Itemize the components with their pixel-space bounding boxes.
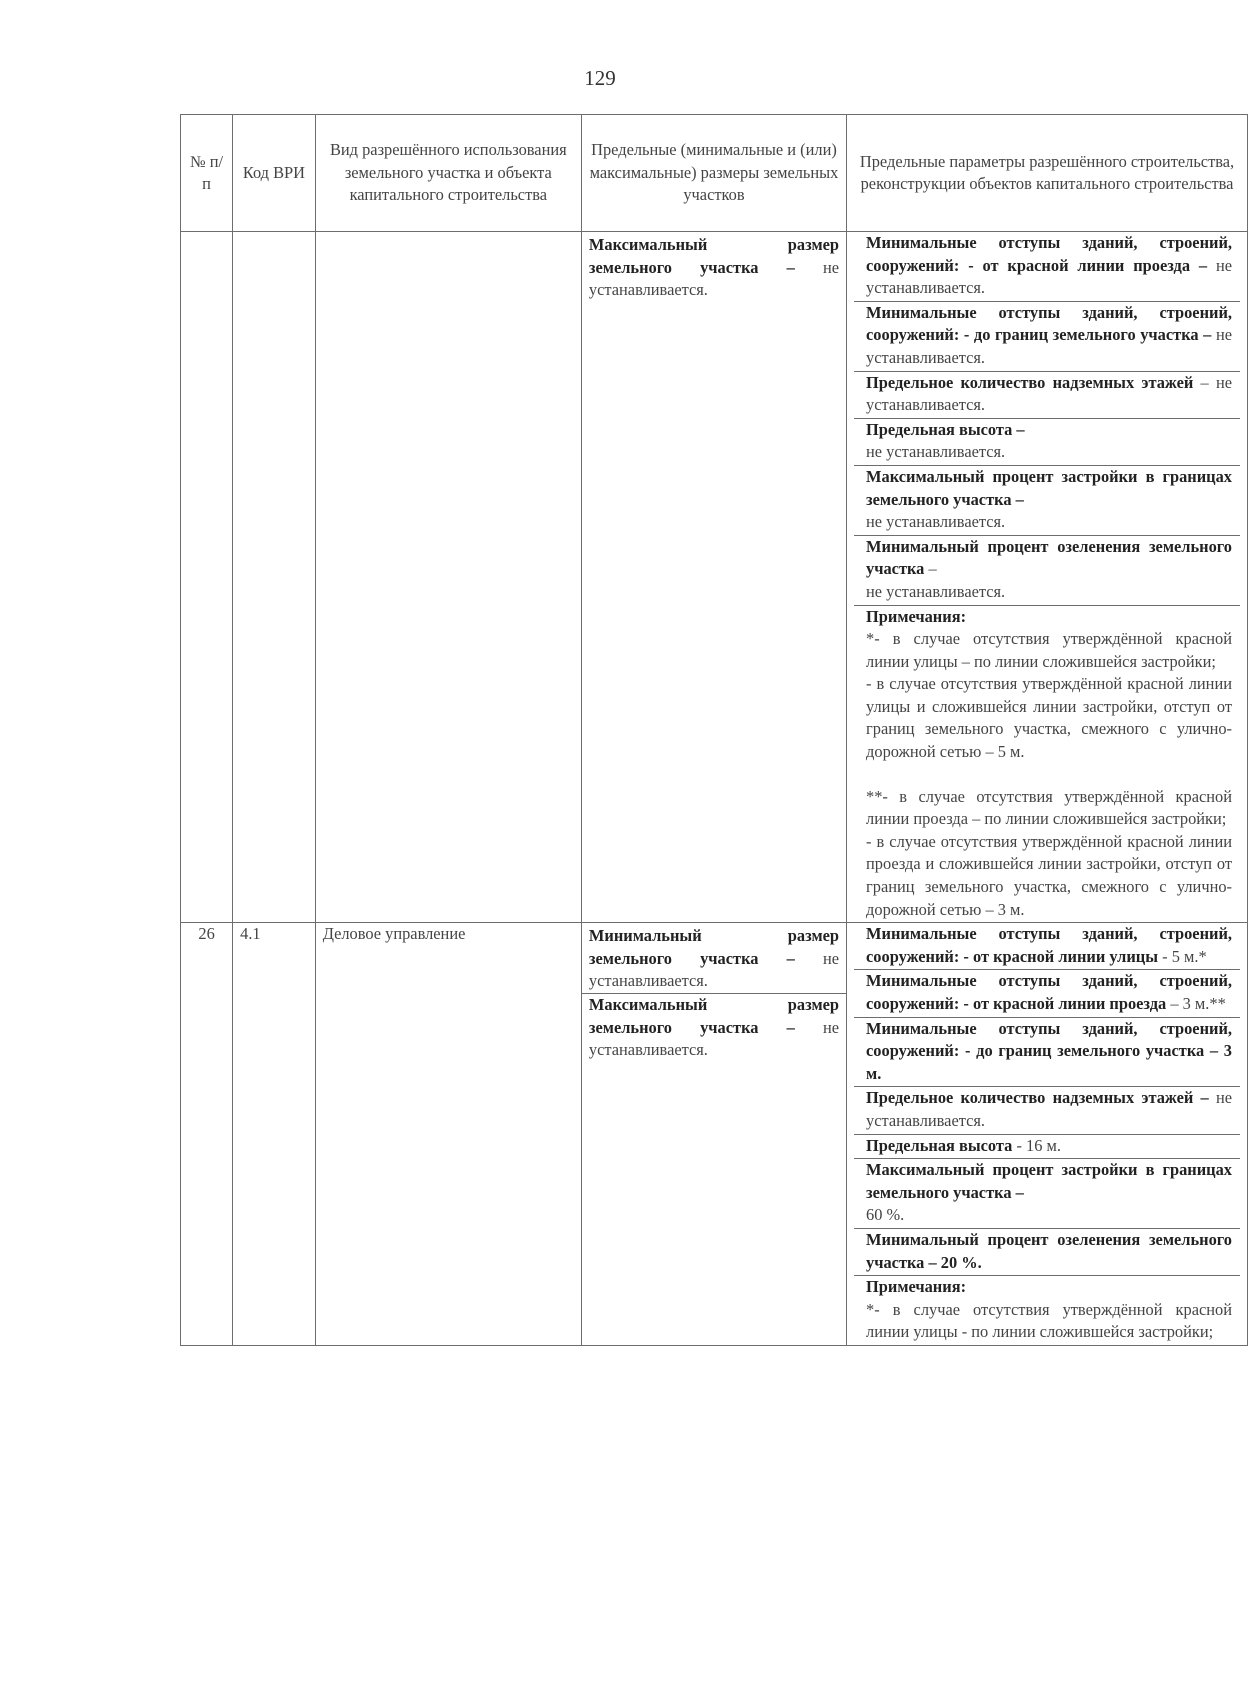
note-item: - в случае отсутствия утверждённой красной линии проезда и сложившейся линии застройки, отступ от границ земельного участка, смежного с улично-дорожной сетью – 3 м. (866, 831, 1232, 919)
param-offset-driveway (854, 232, 1240, 301)
note-item: - в случае отсутствия утверждённой красной линии улицы и сложившейся линии застройки, отступ от границ земельного участка, смежного с улично-дорожной сетью – 5 м. (866, 674, 1232, 762)
param-height (854, 1134, 1240, 1159)
param-value: не устанавливается. (866, 581, 1006, 601)
table-row-continued (181, 232, 1248, 923)
param-offset-boundary (854, 1017, 1240, 1087)
table-row-26 (181, 923, 1248, 1346)
param-value: - 16 м. (1016, 1135, 1061, 1155)
param-value: не устанавливается. (866, 325, 1232, 367)
param-max-coverage (854, 465, 1240, 535)
param-floors (854, 1086, 1240, 1133)
size-max-label: Максимальный размер земельного участка – (588, 995, 840, 1037)
param-label: Минимальный процент озеленения земельного участка (866, 536, 1232, 579)
param-line: - от красной линии улицы (963, 946, 1159, 966)
note-item: **- в случае отсутствия утверждённой красной линии проезда – по линии сложившейся застройки; (866, 786, 1232, 829)
param-label: Максимальный процент застройки в границах земельного участка – (866, 1160, 1232, 1202)
notes-title: Примечания: (866, 1277, 967, 1297)
param-value: - 5 м.* (1162, 946, 1207, 966)
size-max-value: не устанавливается. (588, 257, 840, 300)
param-floors (854, 371, 1240, 418)
param-label: Минимальные отступы зданий, строений, сооружений: (866, 971, 1232, 1013)
cell-num-empty (181, 232, 233, 923)
param-label: Минимальный процент озеленения земельного участка – 20 %. (866, 1229, 1232, 1272)
param-line: - от красной линии проезда (963, 994, 1167, 1013)
cell-params (847, 923, 1248, 1346)
header-num: № п/п (181, 115, 233, 232)
header-params: Предельные параметры разрешённого строительства, реконструкции объектов капитального строительства (847, 115, 1248, 232)
param-offset-street (854, 923, 1240, 969)
param-notes (854, 1275, 1240, 1345)
table-header-row (181, 115, 1248, 232)
param-line: - от красной линии проезда – (968, 255, 1208, 275)
header-code: Код ВРИ (233, 115, 316, 232)
note-item: *- в случае отсутствия утверждённой красной линии улицы – по линии сложившейся застройки; (866, 629, 1232, 671)
page-number: 129 (584, 66, 616, 90)
param-label: Минимальные отступы зданий, строений, сооружений: (866, 1018, 1232, 1061)
param-height (854, 418, 1240, 465)
cell-size (581, 923, 846, 1346)
param-value: 60 %. (866, 1205, 905, 1225)
param-line: - до границ земельного участка – (963, 325, 1212, 345)
param-value: не устанавливается. (866, 255, 1232, 298)
regulations-table (180, 114, 1248, 1346)
header-size: Предельные (минимальные и (или) максимальные) размеры земельных участков (581, 115, 846, 232)
param-min-greening (854, 1228, 1240, 1275)
size-min (589, 923, 839, 993)
note-item: *- в случае отсутствия утверждённой красной линии улицы - по линии сложившейся застройки; (866, 1299, 1232, 1342)
notes-title: Примечания: (866, 606, 967, 626)
param-label: Минимальные отступы зданий, строений, сооружений: (866, 924, 1232, 966)
param-line: - до границ земельного участка – 3 м. (866, 1041, 1232, 1083)
cell-code-empty (233, 232, 316, 923)
param-value: не устанавливается. (866, 512, 1006, 532)
size-max-value: не устанавливается. (588, 1017, 840, 1060)
size-min-value: не устанавливается. (588, 948, 840, 991)
cell-size-continued (581, 232, 846, 923)
param-label: Предельное количество надземных этажей (866, 372, 1194, 392)
param-max-coverage (854, 1158, 1240, 1228)
header-vri: Вид разрешённого использования земельного участка и объекта капитального строительства (315, 115, 581, 232)
param-value: – не устанавливается. (866, 372, 1232, 415)
param-label: Минимальные отступы зданий, строений, сооружений: (866, 233, 1232, 275)
param-value: не устанавливается. (866, 1088, 1232, 1130)
param-offset-boundary (854, 301, 1240, 371)
size-max (589, 232, 839, 302)
cell-vri: Деловое управление (315, 923, 581, 1346)
param-notes (854, 605, 1240, 923)
size-max-label: Максимальный размер земельного участка – (588, 235, 840, 277)
cell-params-continued (847, 232, 1248, 923)
param-value: – 3 м.** (1170, 994, 1226, 1013)
param-label: Предельное количество надземных этажей – (866, 1088, 1209, 1108)
cell-vri-empty (315, 232, 581, 923)
param-label: Предельная высота (866, 1135, 1013, 1155)
cell-code: 4.1 (233, 923, 316, 1346)
param-offset-driveway (854, 969, 1240, 1016)
param-dash: – (928, 559, 937, 579)
param-value: не устанавливается. (866, 442, 1006, 462)
param-label: Минимальные отступы зданий, строений, сооружений: (866, 302, 1232, 345)
size-min-label: Минимальный размер земельного участка – (588, 926, 840, 968)
size-max (582, 993, 846, 1062)
cell-num: 26 (181, 923, 233, 1346)
param-label: Предельная высота – (866, 419, 1025, 439)
param-label: Максимальный процент застройки в границах земельного участка – (866, 466, 1232, 509)
param-min-greening (854, 535, 1240, 605)
